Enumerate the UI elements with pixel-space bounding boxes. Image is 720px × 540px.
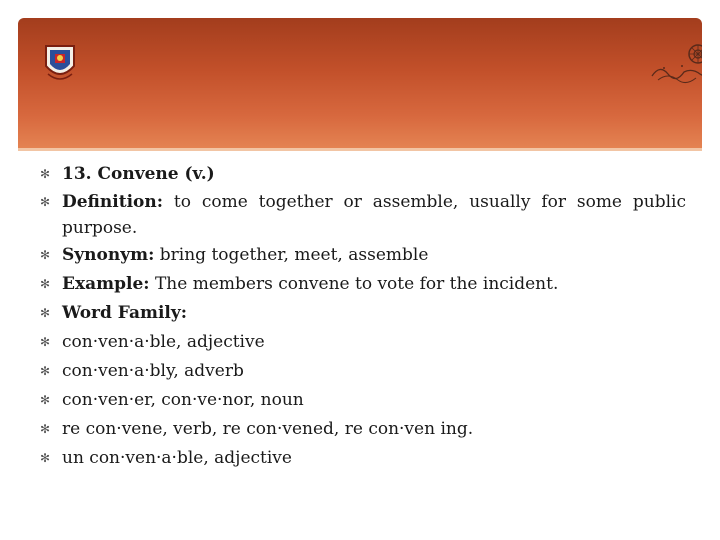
item-term: Synonym: [62,245,155,265]
item-text: con·ven·er, con·ve·nor, noun [62,390,304,410]
item-text: con·ven·a·bly, adverb [62,361,244,381]
item-text: un con·ven·a·ble, adjective [62,448,292,468]
list-item [40,160,686,189]
item-term: 13. Convene (v.) [62,164,215,184]
list-item [40,299,686,328]
header-accent-line [18,148,702,151]
list-item [40,241,686,270]
item-text: con·ven·a·ble, adjective [62,332,265,352]
item-term: Definition: [62,192,164,212]
asterisk-bullet-icon: ✻ [40,451,51,465]
asterisk-bullet-icon: ✻ [40,248,51,262]
list-item [40,328,686,357]
asterisk-bullet-icon: ✻ [40,422,51,436]
item-term: Example: [62,274,150,294]
list-item [40,386,686,415]
asterisk-bullet-icon: ✻ [40,167,51,181]
item-text: re con·vene, verb, re con·vened, re con·ven ing. [62,419,474,439]
university-emblem-icon [42,40,78,84]
item-text: bring together, meet, assemble [154,245,429,265]
list-item [40,357,686,386]
list-item [40,189,686,241]
asterisk-bullet-icon: ✻ [40,277,51,291]
asterisk-bullet-icon: ✻ [40,393,51,407]
item-text: to come together or assemble, usually for some public purpose. [62,192,686,238]
list-item [40,444,686,473]
asterisk-bullet-icon: ✻ [40,364,51,378]
item-text: The members convene to vote for the incident. [149,274,559,294]
asterisk-bullet-icon: ✻ [40,306,51,320]
list-item [40,270,686,299]
asterisk-bullet-icon: ✻ [40,335,51,349]
item-term: Word Family: [62,303,188,323]
bullet-list [40,160,686,473]
list-item [40,415,686,444]
slide-header-band [18,18,702,148]
asterisk-bullet-icon: ✻ [40,195,51,209]
calligraphy-emblem-icon [648,42,702,86]
